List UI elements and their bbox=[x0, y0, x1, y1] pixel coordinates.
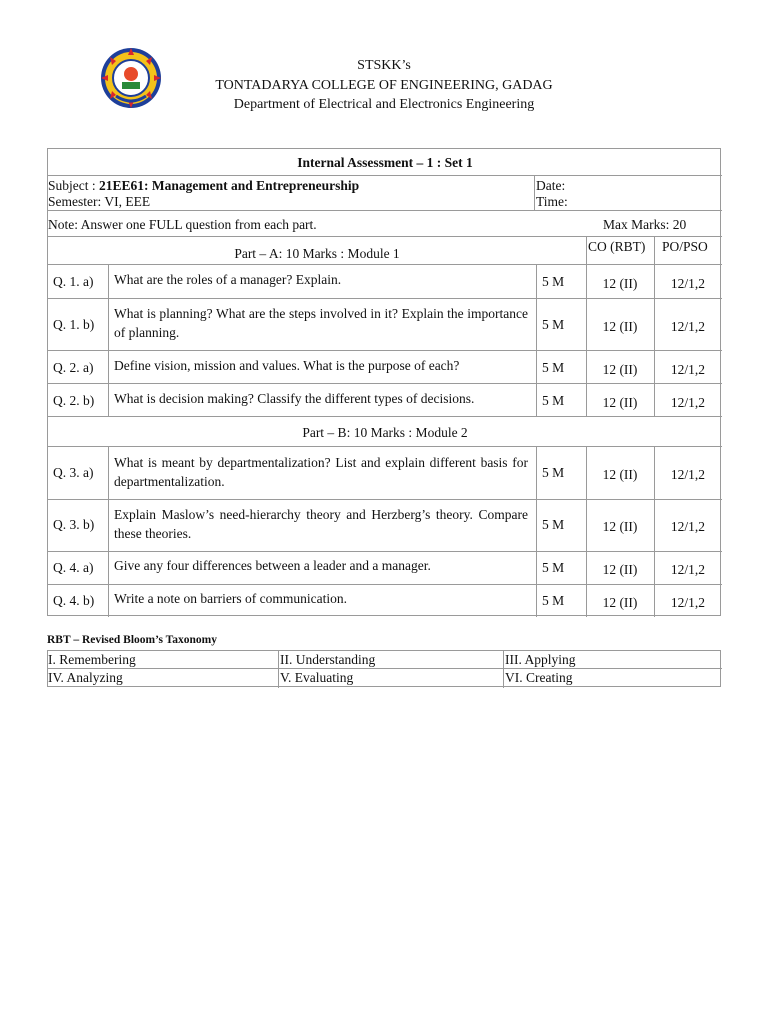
question-co: 12 (II) bbox=[602, 562, 638, 577]
question-paper-table bbox=[47, 148, 721, 616]
semester: Semester: VI, EEE bbox=[48, 194, 151, 209]
question-marks: 5 M bbox=[542, 517, 565, 532]
question-co: 12 (II) bbox=[602, 519, 638, 534]
question-number: Q. 4. b) bbox=[53, 593, 95, 608]
question-co: 12 (II) bbox=[602, 467, 638, 482]
question-po: 12/1,2 bbox=[670, 595, 706, 610]
rbt-table bbox=[47, 650, 721, 687]
date-label: Date: bbox=[536, 178, 566, 193]
question-marks: 5 M bbox=[542, 393, 565, 408]
po-pso-header: PO/PSO bbox=[662, 239, 708, 254]
question-po: 12/1,2 bbox=[670, 276, 706, 291]
question-marks: 5 M bbox=[542, 560, 565, 575]
question-number: Q. 2. b) bbox=[53, 393, 95, 408]
question-text: Give any four differences between a leader and a manager. bbox=[114, 558, 431, 573]
question-number: Q. 3. a) bbox=[53, 465, 94, 480]
question-marks: 5 M bbox=[542, 360, 565, 375]
co-rbt-header: CO (RBT) bbox=[588, 239, 646, 254]
college-name: TONTADARYA COLLEGE OF ENGINEERING, GADAG bbox=[215, 78, 553, 93]
time-label: Time: bbox=[536, 194, 568, 209]
question-co: 12 (II) bbox=[602, 362, 638, 377]
rbt-level: V. Evaluating bbox=[280, 670, 354, 685]
department-name: Department of Electrical and Electronics Engineering bbox=[233, 97, 535, 112]
rbt-level: VI. Creating bbox=[505, 670, 573, 685]
question-marks: 5 M bbox=[542, 274, 565, 289]
rbt-level: II. Understanding bbox=[280, 652, 376, 667]
question-number: Q. 1. a) bbox=[53, 274, 94, 289]
note: Note: Answer one FULL question from each part. bbox=[48, 217, 317, 232]
question-co: 12 (II) bbox=[602, 276, 638, 291]
question-marks: 5 M bbox=[542, 465, 565, 480]
question-number: Q. 1. b) bbox=[53, 317, 95, 332]
question-text: What are the roles of a manager? Explain. bbox=[114, 272, 342, 287]
question-number: Q. 2. a) bbox=[53, 360, 94, 375]
exam-title: Internal Assessment – 1 : Set 1 bbox=[297, 155, 473, 170]
question-text: What is meant by departmentalization? List and explain different basis for departmentalization. bbox=[114, 455, 528, 489]
rbt-level: IV. Analyzing bbox=[48, 670, 123, 685]
rbt-level: III. Applying bbox=[505, 652, 576, 667]
question-text: Define vision, mission and values. What is the purpose of each? bbox=[114, 358, 460, 373]
question-co: 12 (II) bbox=[602, 395, 638, 410]
question-po: 12/1,2 bbox=[670, 562, 706, 577]
rbt-title: RBT – Revised Bloom’s Taxonomy bbox=[47, 634, 217, 646]
question-number: Q. 3. b) bbox=[53, 517, 95, 532]
question-po: 12/1,2 bbox=[670, 467, 706, 482]
question-po: 12/1,2 bbox=[670, 362, 706, 377]
question-text: Explain Maslow’s need-hierarchy theory and Herzberg’s theory. Compare these theories. bbox=[114, 507, 528, 541]
max-marks: Max Marks: 20 bbox=[603, 217, 687, 232]
question-po: 12/1,2 bbox=[670, 395, 706, 410]
question-co: 12 (II) bbox=[602, 319, 638, 334]
part-b-title: Part – B: 10 Marks : Module 2 bbox=[302, 425, 468, 440]
question-po: 12/1,2 bbox=[670, 319, 706, 334]
rbt-level: I. Remembering bbox=[48, 652, 136, 667]
org-name: STSKK’s bbox=[357, 58, 411, 73]
question-text: Write a note on barriers of communication. bbox=[114, 591, 348, 606]
question-marks: 5 M bbox=[542, 317, 565, 332]
question-text: What is decision making? Classify the different types of decisions. bbox=[114, 391, 475, 406]
question-marks: 5 M bbox=[542, 593, 565, 608]
question-po: 12/1,2 bbox=[670, 519, 706, 534]
part-a-title: Part – A: 10 Marks : Module 1 bbox=[234, 246, 400, 261]
question-co: 12 (II) bbox=[602, 595, 638, 610]
subject-line: Subject : 21EE61: Management and Entrepreneurship bbox=[48, 178, 360, 193]
subject-name: 21EE61: Management and Entrepreneurship bbox=[99, 178, 360, 193]
question-text: What is planning? What are the steps involved in it? Explain the importance of planning. bbox=[114, 306, 528, 340]
question-number: Q. 4. a) bbox=[53, 560, 94, 575]
